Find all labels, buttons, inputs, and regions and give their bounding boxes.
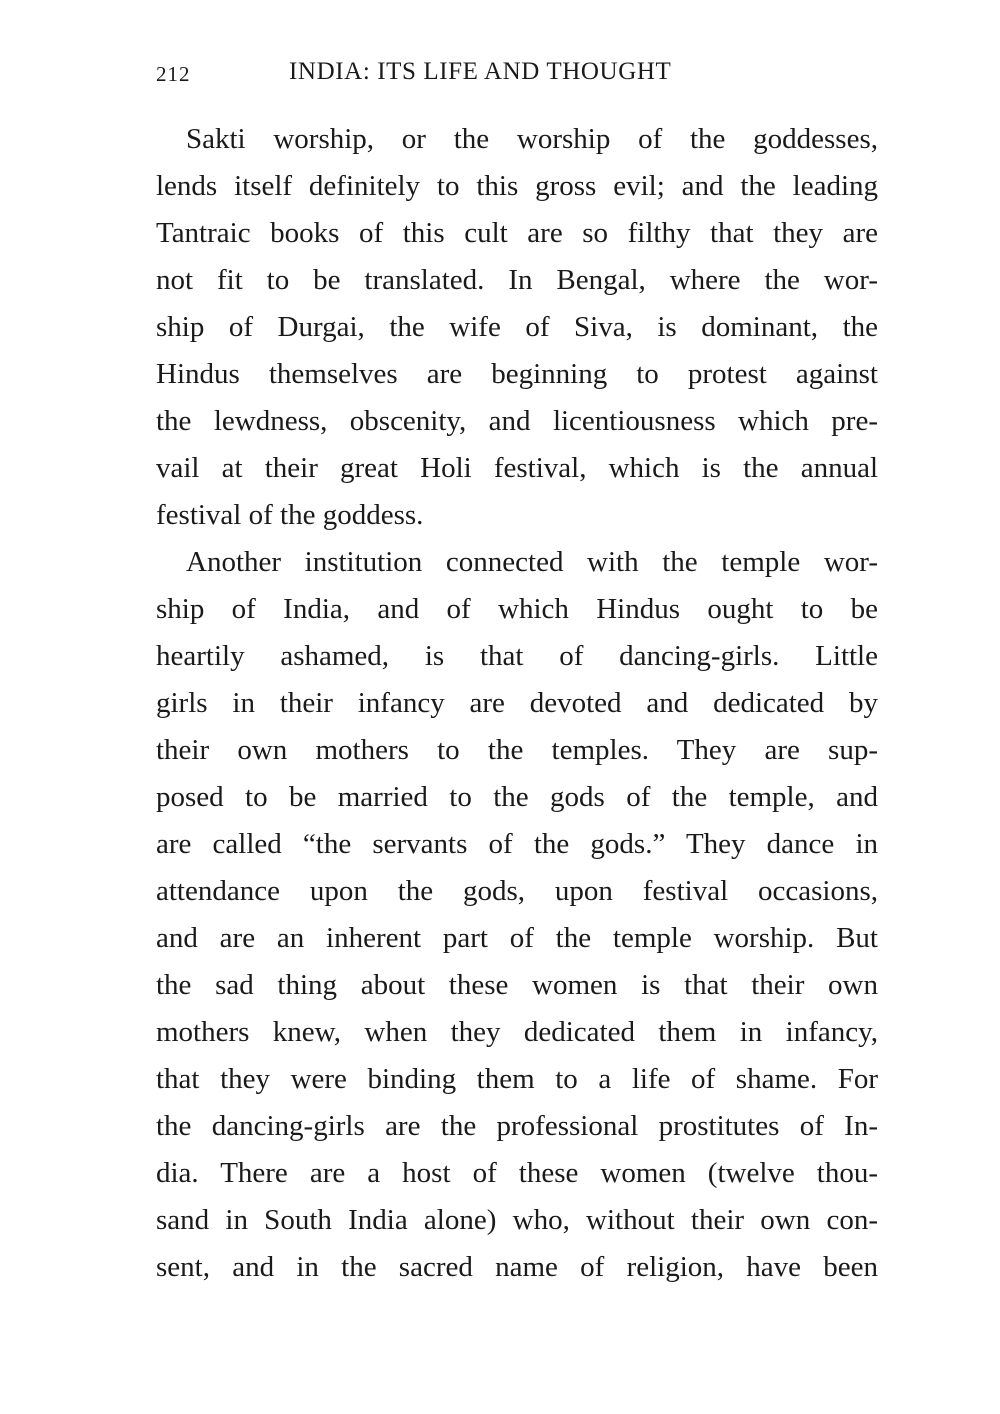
text-line: Sakti worship, or the worship of the goddesses,: [186, 123, 878, 155]
text-line: are called “the servants of the gods.” They dance in: [156, 828, 878, 860]
text-line: girls in their infancy are devoted and dedicated by: [156, 687, 878, 719]
text-line: sent, and in the sacred name of religion, have been: [156, 1251, 878, 1283]
text-line: the lewdness, obscenity, and licentiousness which pre-: [156, 405, 878, 437]
text-line: posed to be married to the gods of the temple, and: [156, 781, 878, 813]
text-line: Another institution connected with the temple wor-: [186, 546, 878, 578]
text-line: attendance upon the gods, upon festival occasions,: [156, 875, 878, 907]
text-line: the dancing-girls are the professional prostitutes of In-: [156, 1110, 878, 1142]
page-number: 212: [156, 62, 191, 86]
text-line: dia. There are a host of these women (twelve thou-: [156, 1157, 878, 1189]
text-line: ship of India, and of which Hindus ought to be: [156, 593, 878, 625]
text-line: the sad thing about these women is that their own: [156, 969, 878, 1001]
text-line: lends itself definitely to this gross evil; and the leading: [156, 170, 878, 202]
text-line: ship of Durgai, the wife of Siva, is dominant, the: [156, 311, 878, 343]
text-line: not fit to be translated. In Bengal, where the wor-: [156, 264, 878, 296]
text-line: their own mothers to the temples. They are sup-: [156, 734, 878, 766]
paragraph-1: [156, 116, 878, 539]
text-line: sand in South India alone) who, without their own con-: [156, 1204, 878, 1236]
text-line: that they were binding them to a life of shame. For: [156, 1063, 878, 1095]
text-line: and are an inherent part of the temple worship. But: [156, 922, 878, 954]
running-header: [156, 58, 878, 92]
text-line: vail at their great Holi festival, which is the annual: [156, 452, 878, 484]
paragraph-2: [156, 539, 878, 1291]
text-line: Hindus themselves are beginning to protest against: [156, 358, 878, 390]
running-title: INDIA: ITS LIFE AND THOUGHT: [289, 58, 672, 85]
text-line: festival of the goddess.: [156, 499, 424, 531]
body-text: [156, 116, 878, 1291]
text-line: heartily ashamed, is that of dancing-girls. Little: [156, 640, 878, 672]
text-line: Tantraic books of this cult are so filthy that they are: [156, 217, 878, 249]
text-line: mothers knew, when they dedicated them in infancy,: [156, 1016, 878, 1048]
